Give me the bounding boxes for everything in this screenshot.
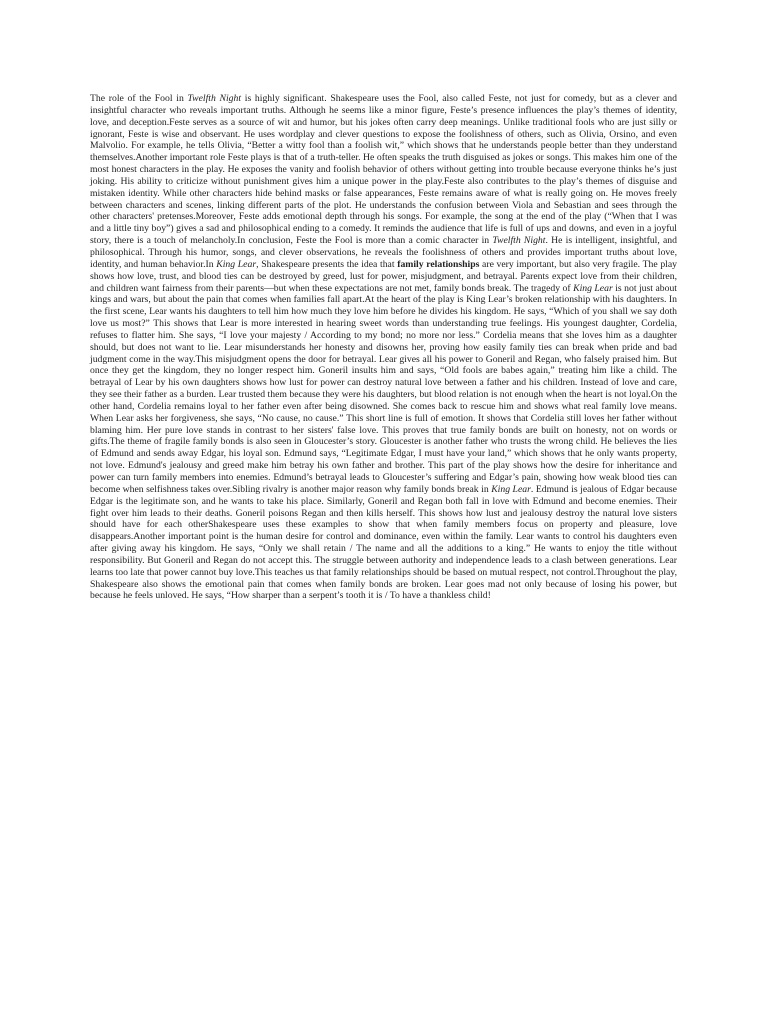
emphasis-family-relationships: family relationships bbox=[397, 258, 480, 270]
text-segment: is highly significant. Shakespeare uses the Fool, also called Feste, not just for comedy, but as a clever and insightful character who reveals important truths. Although he seems like a minor figure, Feste’s presence influences the play’s themes of identity, love, and deception.Feste serves as a source of wit and humor, but his jokes often carry deep meanings. Unlike traditional fools who are just silly or ignorant, Feste is wise and observant. He uses wordplay and clever questions to expose the foolishness of others, such as Olivia, Orsino, and even Malvolio. For example, he tells Olivia, “Better a witty fool than a foolish wit,” which shows that he understands people better than they understand themselves.Another important role Feste plays is that of a truth-teller. He often speaks the truth disguised as jokes or songs. This makes him one of the most honest characters in the play. He exposes the vanity and foolish behavior of others without getting into trouble because everyone thinks he’s just joking. His ability to criticize without punishment gives him a unique power in the play.Feste also contributes to the play’s themes of disguise and mistaken identity. While other characters hide behind masks or false appearances, Feste remains aware of what is really going on. He moves freely between characters and scenes, linking different parts of the plot. He understands the confusion between Viola and Sebastian and sees through the other characters' pretenses.Moreover, Feste adds emotional depth through his songs. For example, the song at the end of the play (“When that I was and a little tiny boy”) gives a sad and philosophical ending to a comedy. It reminds the audience that life is full of ups and downs, and even in a joyful story, there is a touch of melancholy.In conclusion, Feste the Fool is more than a comic character in bbox=[90, 93, 677, 247]
text-segment: . He is intelligent, insightful, and philosophical. Through his humor, songs, and clever observations, he reveals the foolishness of others and provides important truths about love, identity, and human behavior.In bbox=[90, 235, 677, 270]
text-segment: are very important, but also very fragile. The play shows how love, trust, and blood ties can be destroyed by greed, lust for power, misjudgment, and betrayal. Parents expect love from their children, and children want fairness from their parents—but when these expectations are not met, family bonds break. The tragedy of bbox=[90, 258, 678, 294]
title-king-lear: King Lear bbox=[216, 258, 257, 270]
essay-paragraph bbox=[90, 93, 677, 602]
title-king-lear: King Lear bbox=[491, 483, 531, 495]
text-segment: , Shakespeare presents the idea that bbox=[256, 258, 398, 270]
text-segment: The role of the Fool in bbox=[90, 93, 188, 104]
title-twelfth-night: Twelfth Night bbox=[492, 235, 546, 247]
text-segment: . Edmund is jealous of Edgar because Edgar is the legitimate son, and he wants to take his place. Similarly, Goneril and Regan both fall in love with Edmund and become enemies. Their fight over him leads to their deaths. Goneril poisons Regan and then kills herself. This shows how lust and jealousy destroy the natural love sisters should have for each otherShakespeare uses these examples to show that when family members focus on property and pleasure, love disappears.Another important point is the human desire for control and dominance, even within the family. Lear wants to control his daughters even after giving away his kingdom. He says, “Only we shall retain / The name and all the additions to a king.” He wants to enjoy the title without responsibility. But Goneril and Regan do not accept this. The struggle between authority and independence leads to a clash between generations. Lear learns too late that power cannot buy love.This teaches us that family relationships should be based on mutual respect, not control.Throughout the play, Shakespeare also shows the emotional pain that comes when family bonds are broken. Lear goes mad not only because of losing his power, but because he feels unloved. He says, “How sharper than a serpent’s tooth it is / To have a thankless child! bbox=[90, 483, 677, 602]
title-twelfth-night: Twelfth Night bbox=[187, 93, 242, 104]
text-segment: is not just about kings and wars, but about the pain that comes when families fall apart.At the heart of the play is King Lear’s broken relationship with his daughters. In the first scene, Lear wants his daughters to tell him how much they love him before he divides his kingdom. He says, “Which of you shall we say doth love us most?” This shows that Lear is more interested in hearing sweet words than understanding true feelings. His youngest daughter, Cordelia, refuses to flatter him. She says, “I love your majesty / According to my bond; no more nor less.” Cordelia means that she loves him as a daughter should, but does not want to lie. Lear misunderstands her honesty and disowns her, proving how easily family ties can break when pride and bad judgment come in the way.This misjudgment opens the door for betrayal. Lear gives all his power to Goneril and Regan, who falsely praised him. But once they get the kingdom, they no longer respect him. Goneril insults him and says, “Old fools are babes again,” treating him like a child. The betrayal of Lear by his own daughters shows how lust for power can destroy natural love between a father and his children. Instead of love and care, they see their father as a burden. Lear trusted them because they were his daughters, but blood relation is not enough when the heart is not loyal.On the other hand, Cordelia remains loyal to her father even after being disowned. She comes back to rescue him and shows what real family love means. When Lear asks her forgiveness, she says, “No cause, no cause.” This short line is full of emotion. It shows that Cordelia still loves her father without blaming him. Her pure love stands in contrast to her sisters' false love. This proves that true family bonds are built on honesty, not on words or gifts.The theme of fragile family bonds is also seen in Gloucester’s story. Gloucester is another father who trusts the wrong child. He believes the lies of Edmund and sends away Edgar, his loyal son. Edmund says, “Legitimate Edgar, I must have your land,” which shows that he only wants property, not love. Edmund's jealousy and greed make him betray his own father and brother. This part of the play shows how the desire for inheritance and power can turn family members into enemies. Edmund’s betrayal leads to Gloucester’s suffering and Edgar’s pain, showing how weak blood ties can become when selfishness takes over.Sibling rivalry is another major reason why family bonds break in bbox=[90, 282, 677, 495]
title-king-lear: King Lear bbox=[573, 282, 613, 294]
